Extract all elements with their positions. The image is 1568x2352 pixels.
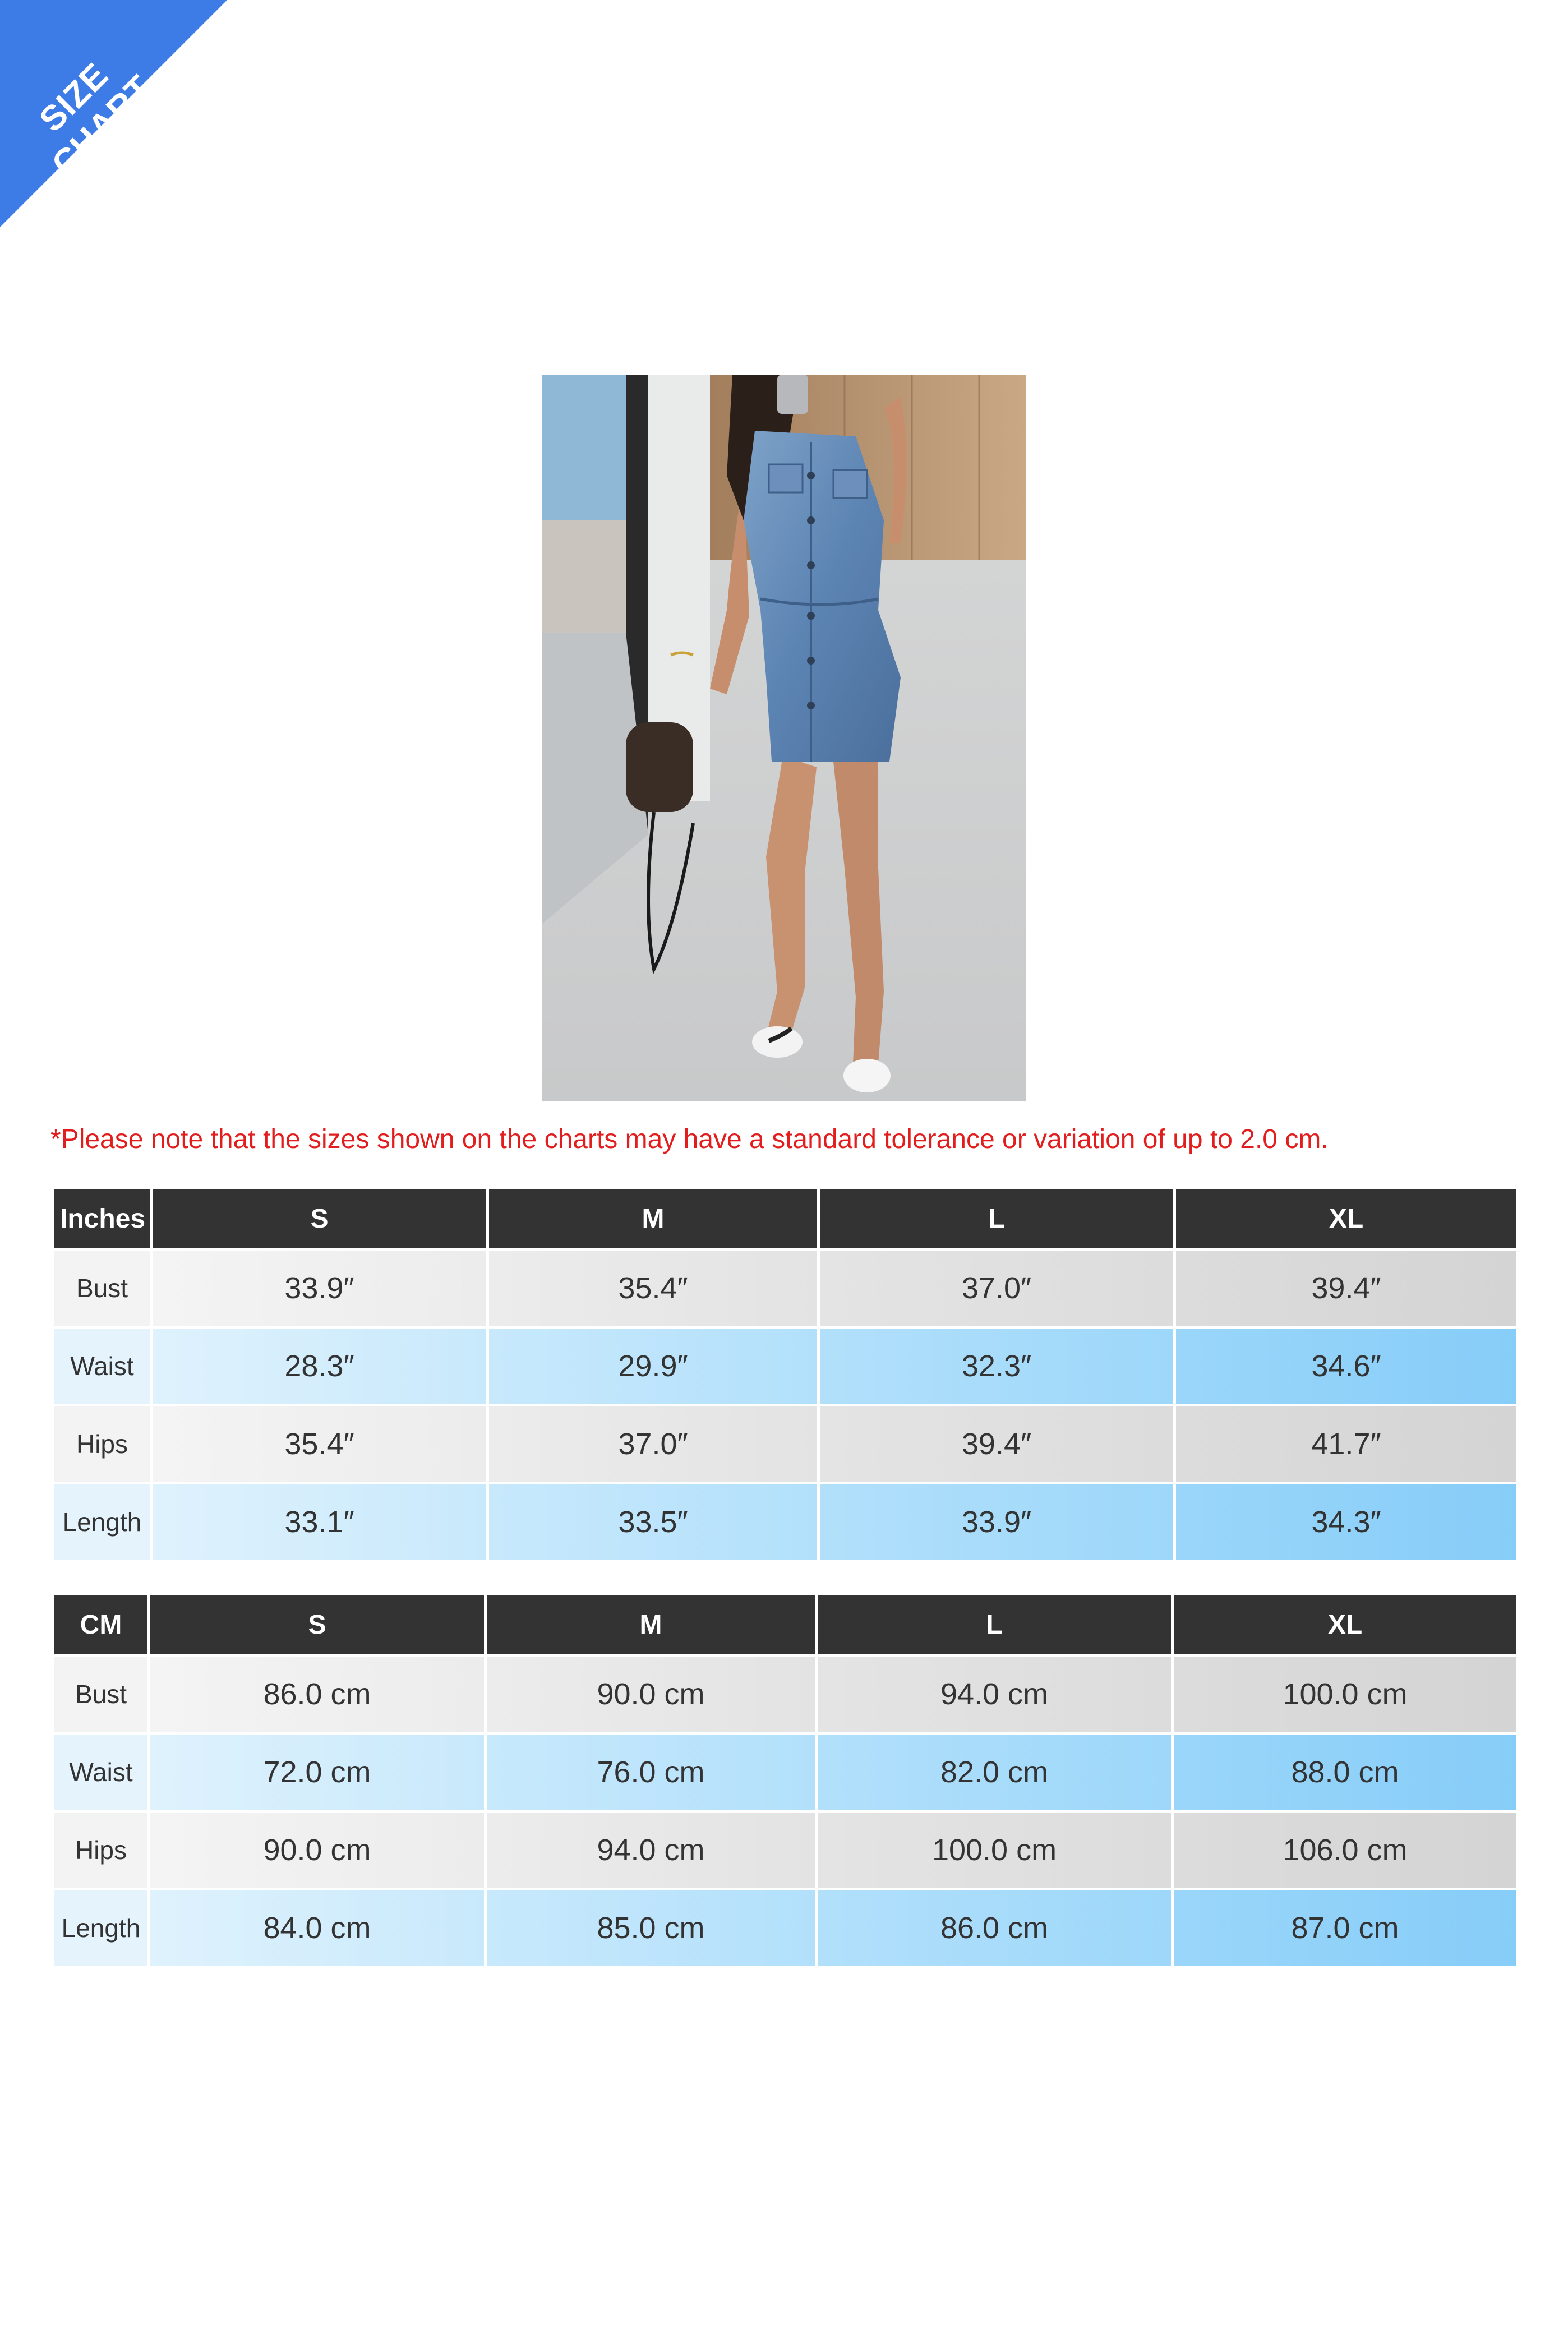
table-cell: 33.1″ xyxy=(153,1484,486,1560)
size-header-l: L xyxy=(818,1595,1171,1654)
size-chart-ribbon xyxy=(0,0,230,230)
size-tolerance-note: *Please note that the sizes shown on the charts may have a standard tolerance or variation of up to 2.0 cm. xyxy=(50,1124,1329,1154)
inches-size-table xyxy=(52,1187,1519,1562)
table-header-row xyxy=(54,1189,1516,1248)
cm-size-table xyxy=(52,1593,1519,1968)
row-label: Hips xyxy=(54,1406,150,1482)
table-cell: 37.0″ xyxy=(820,1251,1173,1326)
table-cell: 76.0 cm xyxy=(487,1735,815,1810)
table-cell: 84.0 cm xyxy=(150,1890,484,1966)
row-label: Bust xyxy=(54,1251,150,1326)
size-header-m: M xyxy=(489,1189,817,1248)
size-header-l: L xyxy=(820,1189,1173,1248)
table-row-hips xyxy=(54,1406,1516,1482)
table-cell: 37.0″ xyxy=(489,1406,817,1482)
table-cell: 39.4″ xyxy=(820,1406,1173,1482)
table-cell: 86.0 cm xyxy=(818,1890,1171,1966)
table-cell: 72.0 cm xyxy=(150,1735,484,1810)
row-label: Length xyxy=(54,1484,150,1560)
table-cell: 39.4″ xyxy=(1176,1251,1516,1326)
product-photo xyxy=(542,375,1026,1101)
table-cell: 94.0 cm xyxy=(818,1657,1171,1732)
denim-dress-model-image xyxy=(542,375,1026,1101)
row-label: Length xyxy=(54,1890,147,1966)
table-cell: 85.0 cm xyxy=(487,1890,815,1966)
table-cell: 32.3″ xyxy=(820,1329,1173,1404)
row-label: Bust xyxy=(54,1657,147,1732)
table-cell: 33.5″ xyxy=(489,1484,817,1560)
table-cell: 90.0 cm xyxy=(150,1813,484,1888)
table-cell: 34.6″ xyxy=(1176,1329,1516,1404)
row-label: Hips xyxy=(54,1813,147,1888)
table-row-length xyxy=(54,1890,1516,1966)
table-cell: 87.0 cm xyxy=(1174,1890,1516,1966)
table-header-row xyxy=(54,1595,1516,1654)
unit-header: Inches xyxy=(54,1189,150,1248)
table-cell: 29.9″ xyxy=(489,1329,817,1404)
table-cell: 82.0 cm xyxy=(818,1735,1171,1810)
size-header-s: S xyxy=(150,1595,484,1654)
size-header-xl: XL xyxy=(1176,1189,1516,1248)
size-header-s: S xyxy=(153,1189,486,1248)
unit-header: CM xyxy=(54,1595,147,1654)
table-row-length xyxy=(54,1484,1516,1560)
table-cell: 106.0 cm xyxy=(1174,1813,1516,1888)
table-cell: 90.0 cm xyxy=(487,1657,815,1732)
ribbon-label: SIZE CHART xyxy=(32,56,160,183)
row-label: Waist xyxy=(54,1329,150,1404)
table-cell: 33.9″ xyxy=(153,1251,486,1326)
size-header-m: M xyxy=(487,1595,815,1654)
table-row-waist xyxy=(54,1735,1516,1810)
table-row-bust xyxy=(54,1251,1516,1326)
table-cell: 88.0 cm xyxy=(1174,1735,1516,1810)
table-cell: 35.4″ xyxy=(153,1406,486,1482)
table-row-bust xyxy=(54,1657,1516,1732)
table-cell: 33.9″ xyxy=(820,1484,1173,1560)
table-cell: 100.0 cm xyxy=(818,1813,1171,1888)
size-header-xl: XL xyxy=(1174,1595,1516,1654)
row-label: Waist xyxy=(54,1735,147,1810)
table-row-waist xyxy=(54,1329,1516,1404)
table-cell: 35.4″ xyxy=(489,1251,817,1326)
table-cell: 28.3″ xyxy=(153,1329,486,1404)
table-cell: 100.0 cm xyxy=(1174,1657,1516,1732)
table-cell: 86.0 cm xyxy=(150,1657,484,1732)
table-cell: 94.0 cm xyxy=(487,1813,815,1888)
table-cell: 34.3″ xyxy=(1176,1484,1516,1560)
table-cell: 41.7″ xyxy=(1176,1406,1516,1482)
table-row-hips xyxy=(54,1813,1516,1888)
